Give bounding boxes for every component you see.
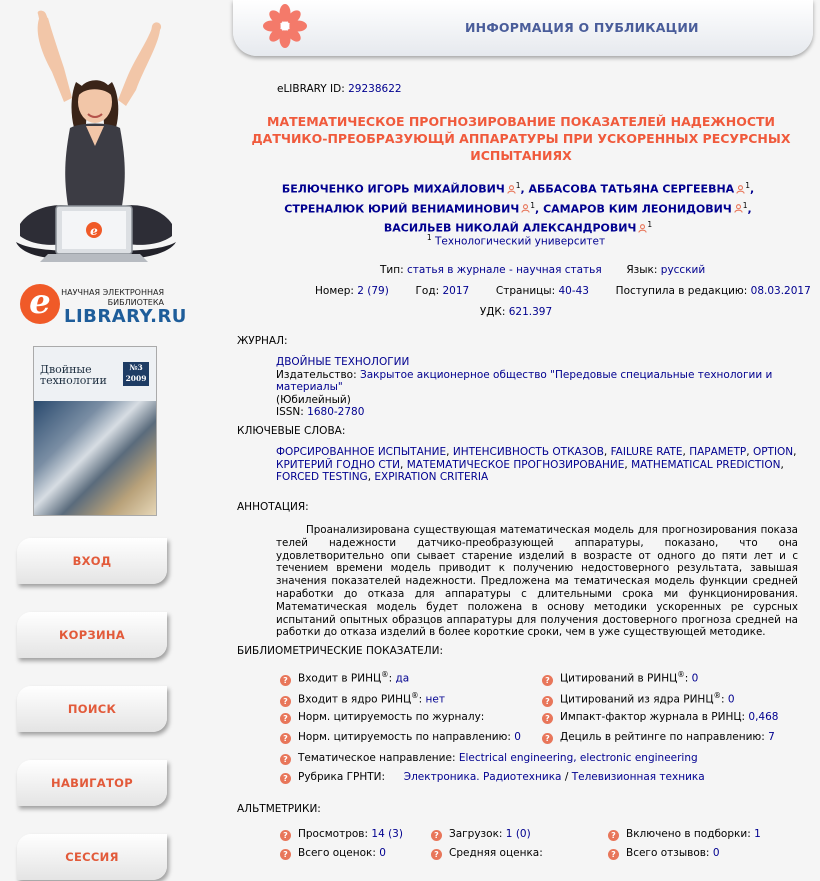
cover-photo [34,401,156,515]
annotation-section-title: АННОТАЦИЯ: [237,501,309,513]
alt-label: Просмотров: [298,828,369,840]
author-link[interactable]: БЕЛЮЧЕНКО ИГОРЬ МИХАЙЛОВИЧ [281,182,505,196]
keyword-link[interactable]: КРИТЕРИЙ ГОДНО СТИ [276,458,401,471]
author-link[interactable]: САМАРОВ КИМ ЛЕОНИДОВИЧ [543,202,732,216]
reg-mark: ® [713,691,721,700]
help-icon[interactable]: ? [542,675,553,686]
alt-views [280,828,403,841]
svg-text:e: e [90,224,98,238]
number-label: Номер: [315,285,354,297]
cover-title: Двойные технологии [40,363,107,387]
publisher-label: Издательство: [276,368,357,381]
help-icon[interactable]: ? [280,830,291,841]
session-button[interactable]: СЕССИЯ [17,834,167,880]
keywords-section-title: КЛЮЧЕВЫЕ СЛОВА: [237,425,346,437]
grnti-link[interactable]: Электроника. Радиотехника [403,771,562,783]
pages-value: 40-43 [558,285,589,297]
person-icon[interactable] [521,204,530,213]
affil-mark: 1 [647,220,653,230]
keyword-link[interactable]: MATHEMATICAL PREDICTION [631,458,781,471]
elibrary-id-value: 29238622 [348,83,402,95]
alt-value: 0 [379,847,386,859]
type-label: Тип: [380,264,404,276]
grnti-link[interactable]: Телевизионная техника [571,771,705,783]
keyword-link[interactable]: ПАРАМЕТР [689,446,747,458]
reg-mark: ® [411,691,419,700]
cart-button[interactable]: КОРЗИНА [17,612,167,658]
year-value: 2017 [442,285,470,297]
alt-label: Загрузок: [449,828,503,840]
metric-label: Дециль в рейтинге по направлению: [560,731,765,743]
journal-link[interactable]: ДВОЙНЫЕ ТЕХНОЛОГИИ [276,356,410,368]
metric-norm-direction [280,731,521,744]
metric-impact [542,711,778,724]
help-icon[interactable]: ? [280,849,291,860]
help-icon[interactable]: ? [280,713,291,724]
sidebar [0,0,210,881]
cover-header [34,347,156,401]
lang-value: русский [660,264,706,276]
person-icon[interactable] [507,185,516,194]
elibrary-id [277,83,402,95]
metric-label: Цитирований в РИНЦ [560,672,678,685]
alt-label: Всего оценок: [298,847,376,859]
help-icon[interactable]: ? [431,849,442,860]
metric-decile [542,731,775,744]
journal-cover[interactable] [33,346,157,516]
metric-value: 0 [514,731,521,743]
person-icon[interactable] [638,224,647,233]
alt-label: Всего отзывов: [626,847,710,859]
author-link[interactable]: СТРЕНАЛЮК ЮРИЙ ВЕНИАМИНОВИЧ [284,202,520,216]
lang-label: Язык: [626,264,658,276]
metric-rinc: ? Входит в РИНЦ®: да [280,670,409,686]
received-label: Поступила в редакцию: [615,285,748,297]
affil-mark: 1 [515,181,521,190]
help-icon[interactable]: ? [280,675,291,686]
metric-value: 0,468 [748,711,779,723]
affil-mark: 1 [742,200,748,210]
reg-mark: ® [677,670,685,679]
authors-list: БЕЛЮЧЕНКО ИГОРЬ МИХАЙЛОВИЧ $^1$, АББАСОВА ТАТЬЯНА СЕРГЕЕВНА $^1$, СТРЕНАЛЮК ЮРИЙ ВЕНИАМИНОВИЧ $^1$, САМАРОВ КИМ ЛЕОНИДОВИЧ $^1$, ВАСИЛЬЕВ НИКОЛАЙ АЛЕКСАНДРОВИЧ $^1$ [281,181,755,235]
page-title: ИНФОРМАЦИЯ О ПУБЛИКАЦИИ [465,20,699,35]
page-header [233,0,813,56]
metric-label: Импакт-фактор журнала в РИНЦ: [560,711,746,723]
journal-block [276,356,806,419]
affiliation [233,233,799,248]
metric-core: ? Входит в ядро РИНЦ®: нет [280,691,445,707]
keyword-link[interactable]: OPTION [752,446,794,458]
publication-title: МАТЕМАТИЧЕСКОЕ ПРОГНОЗИРОВАНИЕ ПОКАЗАТЕЛЕЙ НАДЕЖНОСТИ ДАТЧИКО-ПРЕОБРАЗУЮЩЙ АППАРАТУРЫ ПРИ УСКОРЕННЫХ РЕСУРСНЫХ ИСПЫТАНИЯХ [251,114,791,163]
alt-downloads [431,828,531,841]
logo-subtitle: НАУЧНАЯ ЭЛЕКТРОННАЯ БИБЛИОТЕКА [61,288,164,307]
alt-average [431,847,543,860]
udk-label: УДК: [479,306,506,318]
year-label: Год: [415,285,440,297]
metric-label: Рубрика ГРНТИ: [298,771,386,783]
issue-row [315,285,811,297]
elibrary-logo-e: e [20,284,60,324]
help-icon[interactable]: ? [280,733,291,744]
publisher-link[interactable]: Закрытое акционерное общество "Передовые специальные технологии и материалы" [276,368,773,393]
annotation-text: Проанализирована существующая математическая модель для прогнозирования показа телей надежности датчико-преобразующей аппаратуры, показано, что она удовлетворительно опи сывает старение изделий в возрасте от одного до пяти лет и с течением времени модель приводит к получению недостоверного результата, завышая значения показателей надежности. Предложена ма тематическая модель функции средней наработки до отказа для аппаратуры с длительными срока ми функционирования. Математическая модель будет положена в основу методики ускоренных ре сурсных испытаний опытных образцов аппаратуры для получения достоверного прогноза средней на работки до отказа изделий в более короткие сроки, чем в уже существующей методике. [276,524,798,639]
elibrary-id-label: eLIBRARY ID: [277,83,345,95]
received-value: 08.03.2017 [750,285,811,297]
keyword-link[interactable]: ФОРСИРОВАННОЕ ИСПЫТАНИЕ [276,446,447,458]
metric-label: Входит в РИНЦ [298,672,382,685]
metric-grnti [280,771,705,784]
metric-label: Цитирований из ядра РИНЦ [560,693,714,706]
number-value[interactable]: 2 (79) [357,285,389,297]
topic-link[interactable]: Electrical engineering, electronic engineering [458,752,698,764]
metric-label: Входит в ядро РИНЦ [298,693,412,706]
elibrary-logo[interactable] [20,282,187,327]
type-lang-row [380,264,705,276]
help-icon[interactable]: ? [542,713,553,724]
pages-label: Страницы: [495,285,556,297]
grnti-separator: / [564,771,569,783]
metric-label: Норм. цитируемость по журналу: [298,711,485,723]
help-icon[interactable]: ? [608,849,619,860]
woman-with-laptop-image [12,10,180,268]
author-link[interactable]: ВАСИЛЬЕВ НИКОЛАЙ АЛЕКСАНДРОВИЧ [383,221,637,235]
login-button[interactable]: ВХОД [17,538,167,584]
help-icon[interactable]: ? [431,830,442,841]
help-icon[interactable]: ? [542,696,553,707]
altmetrics-section-title: АЛЬТМЕТРИКИ: [237,803,321,815]
metric-value: 0 [691,672,699,685]
keyword-link[interactable]: EXPIRATION CRITERIA [374,471,489,483]
author-link[interactable]: АББАСОВА ТАТЬЯНА СЕРГЕЕВНА [528,182,735,196]
help-icon[interactable]: ? [280,773,291,784]
affiliation-link[interactable]: Технологический университет [435,235,606,248]
issn-value: 1680-2780 [307,406,365,418]
metric-topic [280,752,698,765]
journal-section-title: ЖУРНАЛ: [237,335,288,347]
publisher-extra: (Юбилейный) [276,393,351,406]
metric-value: нет [425,693,445,706]
flower-icon [263,4,307,48]
type-value: статья в журнале - научная статья [406,264,602,276]
affil-mark: 1 [745,181,750,190]
metric-label: Норм. цитируемость по направлению: [298,731,511,743]
person-icon[interactable] [734,204,743,213]
affil-mark: 1 [426,233,432,242]
reg-mark: ® [381,670,389,679]
help-icon[interactable]: ? [542,733,553,744]
alt-value: 1 (0) [505,828,531,840]
help-icon[interactable]: ? [608,830,619,841]
logo-wordmark: LIBRARY.RU [64,306,187,327]
navigator-button[interactable]: НАВИГАТОР [17,760,167,806]
alt-label: Включено в подборки: [626,828,751,840]
keyword-link[interactable]: ИНТЕНСИВНОСТЬ ОТКАЗОВ [452,446,604,458]
help-icon[interactable]: ? [280,696,291,707]
metric-norm-journal [280,711,484,724]
person-icon[interactable] [736,185,745,194]
alt-ratings [280,847,386,860]
metric-value: 0 [727,693,735,706]
udk-value: 621.397 [508,306,553,318]
alt-label: Средняя оценка: [449,847,543,859]
metric-citations: ? Цитирований в РИНЦ®: 0 [542,670,698,686]
search-button[interactable]: ПОИСК [17,686,167,732]
alt-reviews [608,847,720,860]
keyword-link[interactable]: МАТЕМАТИЧЕСКОЕ ПРОГНОЗИРОВАНИЕ [406,458,625,471]
help-icon[interactable]: ? [280,754,291,765]
alt-collections [608,828,761,841]
udk-row [233,306,799,318]
metric-value: да [395,672,410,685]
alt-value: 14 (3) [371,828,403,840]
cover-number: №3 2009 [123,362,149,386]
alt-value: 0 [712,847,720,859]
biblio-section-title: БИБЛИОМЕТРИЧЕСКИЕ ПОКАЗАТЕЛИ: [237,645,444,657]
issn-label: ISSN: [276,406,304,418]
affil-mark: 1 [530,200,536,210]
keywords-list: ФОРСИРОВАННОЕ ИСПЫТАНИЕ, ИНТЕНСИВНОСТЬ ОТКАЗОВ, FAILURE RATE, ПАРАМЕТР, OPTION, КРИТЕРИЙ ГОДНО СТИ, МАТЕМАТИЧЕСКОЕ ПРОГНОЗИРОВАНИЕ, MATHEMATICAL PREDICTION, FORCED TESTING, EXPIRATION CRITERIA [276,446,797,483]
keyword-link[interactable]: FORCED TESTING [276,471,368,483]
metric-label: Тематическое направление: [298,752,456,764]
keyword-link[interactable]: FAILURE RATE [610,446,683,458]
metric-citations-core: ? Цитирований из ядра РИНЦ®: 0 [542,691,735,707]
alt-value: 1 [754,828,761,840]
metric-value: 7 [768,731,775,743]
